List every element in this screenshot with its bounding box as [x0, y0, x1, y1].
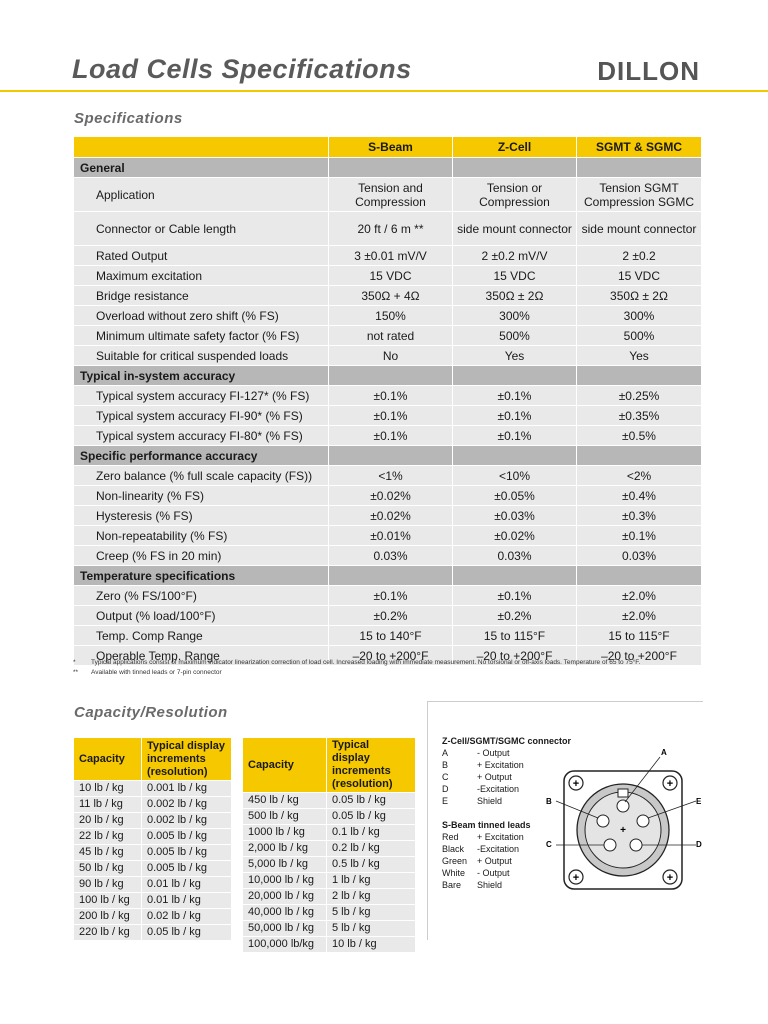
footnote-text: Available with tinned leads or 7-pin connector	[91, 669, 222, 676]
pin-entry-key: A	[442, 748, 449, 758]
lead-entry-key: Black	[442, 844, 465, 854]
capacity-value: 11 lb / kg	[74, 797, 142, 813]
spec-value: ±0.25%	[577, 386, 702, 406]
spec-value: Yes	[577, 346, 702, 366]
capacity-value: 5,000 lb / kg	[243, 857, 327, 873]
group-filler	[577, 446, 702, 466]
spec-value: 0.03%	[453, 546, 577, 566]
spec-row	[74, 586, 702, 606]
spec-label: Rated Output	[74, 246, 329, 266]
resolution-value: 0.05 lb / kg	[327, 793, 416, 809]
spec-value: 15 VDC	[577, 266, 702, 286]
spec-value: 15 VDC	[329, 266, 453, 286]
capacity-value: 500 lb / kg	[243, 809, 327, 825]
group-filler	[453, 158, 577, 178]
svg-text:+: +	[572, 872, 580, 884]
spec-value: No	[329, 346, 453, 366]
spec-row	[74, 526, 702, 546]
connector-key	[618, 789, 628, 797]
capacity-row	[243, 825, 416, 841]
capacity-header-row	[243, 738, 416, 793]
footnote	[73, 659, 640, 666]
spec-row	[74, 266, 702, 286]
group-label: Typical in-system accuracy	[74, 366, 329, 386]
svg-text:+: +	[572, 778, 580, 790]
spec-value: ±0.05%	[453, 486, 577, 506]
capacity-row	[243, 857, 416, 873]
capacity-value: 2,000 lb / kg	[243, 841, 327, 857]
spec-value: 3 ±0.01 mV/V	[329, 246, 453, 266]
spec-row	[74, 286, 702, 306]
spec-row	[74, 326, 702, 346]
resolution-value: 0.002 lb / kg	[142, 813, 232, 829]
spec-value: –20 to +200°F	[577, 646, 702, 666]
spec-value: side mount connector	[453, 212, 577, 246]
spec-value: 15 to 140°F	[329, 626, 453, 646]
specifications-heading: Specifications	[74, 110, 183, 127]
header-rule	[0, 90, 768, 92]
header-blank-cell	[74, 137, 329, 158]
capacity-value: 50 lb / kg	[74, 861, 142, 877]
spec-value: ±0.02%	[329, 486, 453, 506]
pin-entry-desc: + Output	[477, 772, 512, 782]
group-filler	[329, 566, 453, 586]
group-filler	[577, 366, 702, 386]
spec-value: ±2.0%	[577, 606, 702, 626]
leads-title: S-Beam tinned leads	[442, 820, 531, 830]
spec-value: Yes	[453, 346, 577, 366]
group-filler	[453, 566, 577, 586]
spec-value: <2%	[577, 466, 702, 486]
spec-value: 500%	[577, 326, 702, 346]
capacity-row	[243, 905, 416, 921]
group-filler	[329, 366, 453, 386]
spec-value: ±0.02%	[329, 506, 453, 526]
spec-label: Suitable for critical suspended loads	[74, 346, 329, 366]
capacity-value: 40,000 lb / kg	[243, 905, 327, 921]
capacity-value: 1000 lb / kg	[243, 825, 327, 841]
group-label: Specific performance accuracy	[74, 446, 329, 466]
resolution-value: 0.2 lb / kg	[327, 841, 416, 857]
spec-label: Connector or Cable length	[74, 212, 329, 246]
footnote	[73, 669, 222, 676]
lead-entry-desc: + Output	[477, 856, 512, 866]
spec-value: not rated	[329, 326, 453, 346]
spec-label: Overload without zero shift (% FS)	[74, 306, 329, 326]
resolution-value: 5 lb / kg	[327, 905, 416, 921]
capacity-row	[74, 909, 232, 925]
spec-value: ±2.0%	[577, 586, 702, 606]
capacity-row	[74, 925, 232, 941]
footnote-mark: *	[73, 659, 76, 666]
spec-label: Zero (% FS/100°F)	[74, 586, 329, 606]
capacity-row	[74, 845, 232, 861]
group-filler	[453, 446, 577, 466]
capacity-value: 20,000 lb / kg	[243, 889, 327, 905]
spec-header-row	[74, 137, 702, 158]
group-row	[74, 366, 702, 386]
spec-value: ±0.4%	[577, 486, 702, 506]
capacity-row	[74, 861, 232, 877]
capacity-value: 450 lb / kg	[243, 793, 327, 809]
spec-row	[74, 406, 702, 426]
spec-value: 0.03%	[329, 546, 453, 566]
resolution-value: 0.005 lb / kg	[142, 845, 232, 861]
footnote-mark: **	[73, 669, 79, 676]
pin-entry-desc: Shield	[477, 796, 503, 806]
group-filler	[577, 158, 702, 178]
spec-value: ±0.1%	[453, 386, 577, 406]
spec-value: ±0.1%	[329, 386, 453, 406]
spec-value: 350Ω ± 2Ω	[577, 286, 702, 306]
spec-row	[74, 386, 702, 406]
lead-entry-key: White	[442, 868, 466, 878]
spec-value: 300%	[453, 306, 577, 326]
resolution-value: 0.002 lb / kg	[142, 797, 232, 813]
spec-value: ±0.1%	[453, 406, 577, 426]
spec-value: –20 to +200°F	[329, 646, 453, 666]
group-row	[74, 446, 702, 466]
capacity-row	[74, 893, 232, 909]
resolution-header: Typical display increments (resolution)	[327, 738, 416, 793]
footnote-text: Typical applications consist of maximum indicator linearization correction of load cell. Increased loading with immediate measurement. No torsional or off-axis loads. Temperature of 65 to 75°F.	[91, 659, 641, 666]
capacity-row	[243, 889, 416, 905]
group-filler	[453, 366, 577, 386]
pin-label-a: A	[661, 748, 667, 757]
capacity-row	[74, 813, 232, 829]
capacity-row	[243, 793, 416, 809]
resolution-value: 5 lb / kg	[327, 921, 416, 937]
group-filler	[329, 158, 453, 178]
spec-row	[74, 546, 702, 566]
page-title: Load Cells Specifications	[72, 54, 412, 84]
capacity-value: 10,000 lb / kg	[243, 873, 327, 889]
capacity-header: Capacity	[243, 738, 327, 793]
spec-row	[74, 506, 702, 526]
spec-value: Tension or Compression	[453, 178, 577, 212]
spec-value: 2 ±0.2 mV/V	[453, 246, 577, 266]
pin-label-c: C	[546, 840, 552, 849]
lead-entry-key: Bare	[442, 880, 462, 890]
spec-value: 300%	[577, 306, 702, 326]
capacity-table-left	[73, 737, 232, 941]
spec-value: 350Ω ± 2Ω	[453, 286, 577, 306]
svg-text:+: +	[666, 872, 674, 884]
group-filler	[577, 566, 702, 586]
spec-label: Application	[74, 178, 329, 212]
spec-label: Non-repeatability (% FS)	[74, 526, 329, 546]
svg-text:+: +	[666, 778, 674, 790]
pin-entry-desc: -Excitation	[477, 784, 520, 794]
spec-value: 500%	[453, 326, 577, 346]
resolution-header: Typical display increments (resolution)	[142, 738, 232, 781]
lead-entry-key: Red	[442, 832, 459, 842]
spec-value: <10%	[453, 466, 577, 486]
spec-row	[74, 346, 702, 366]
capacity-value: 200 lb / kg	[74, 909, 142, 925]
capacity-value: 20 lb / kg	[74, 813, 142, 829]
svg-text:+: +	[620, 825, 626, 836]
resolution-value: 10 lb / kg	[327, 937, 416, 953]
spec-label: Hysteresis (% FS)	[74, 506, 329, 526]
spec-label: Typical system accuracy FI-90* (% FS)	[74, 406, 329, 426]
resolution-value: 0.01 lb / kg	[142, 893, 232, 909]
capacity-row	[243, 937, 416, 953]
capacity-header-row	[74, 738, 232, 781]
group-row	[74, 158, 702, 178]
capacity-value: 100 lb / kg	[74, 893, 142, 909]
column-header: S-Beam	[329, 137, 453, 158]
capacity-row	[243, 873, 416, 889]
brand-logo: DILLON	[597, 56, 700, 86]
lead-entry-desc: -Excitation	[477, 844, 520, 854]
spec-label: Creep (% FS in 20 min)	[74, 546, 329, 566]
spec-row	[74, 606, 702, 626]
spec-value: ±0.03%	[453, 506, 577, 526]
spec-label: Typical system accuracy FI-127* (% FS)	[74, 386, 329, 406]
resolution-value: 0.01 lb / kg	[142, 877, 232, 893]
spec-value: ±0.01%	[329, 526, 453, 546]
capacity-value: 22 lb / kg	[74, 829, 142, 845]
spec-value: ±0.02%	[453, 526, 577, 546]
spec-label: Maximum excitation	[74, 266, 329, 286]
spec-value: ±0.2%	[453, 606, 577, 626]
spec-value: ±0.1%	[453, 586, 577, 606]
spec-value: ±0.3%	[577, 506, 702, 526]
spec-label: Output (% load/100°F)	[74, 606, 329, 626]
pin-entry-key: B	[442, 760, 449, 770]
spec-value: ±0.1%	[329, 426, 453, 446]
spec-label: Temp. Comp Range	[74, 626, 329, 646]
spec-row	[74, 306, 702, 326]
spec-row	[74, 178, 702, 212]
spec-value: ±0.1%	[453, 426, 577, 446]
lead-entry-key: Green	[442, 856, 468, 866]
spec-value: 15 to 115°F	[577, 626, 702, 646]
spec-value: ±0.1%	[329, 586, 453, 606]
resolution-value: 0.05 lb / kg	[327, 809, 416, 825]
pin-entry-desc: + Excitation	[477, 760, 524, 770]
pin-entry-key: E	[442, 796, 449, 806]
resolution-value: 0.02 lb / kg	[142, 909, 232, 925]
spec-label: Typical system accuracy FI-80* (% FS)	[74, 426, 329, 446]
capacity-value: 100,000 lb/kg	[243, 937, 327, 953]
spec-value: ±0.1%	[577, 526, 702, 546]
resolution-value: 0.005 lb / kg	[142, 861, 232, 877]
spec-row	[74, 426, 702, 446]
lead-entry-desc: + Excitation	[477, 832, 524, 842]
spec-value: side mount connector	[577, 212, 702, 246]
lead-entry-desc: - Output	[477, 868, 510, 878]
spec-value: 150%	[329, 306, 453, 326]
spec-label: Non-linearity (% FS)	[74, 486, 329, 506]
spec-value: 350Ω + 4Ω	[329, 286, 453, 306]
spec-value: 0.03%	[577, 546, 702, 566]
connector-diagram	[428, 702, 703, 940]
spec-value: 15 to 115°F	[453, 626, 577, 646]
spec-label: Operable Temp. Range	[74, 646, 329, 666]
group-label: Temperature specifications	[74, 566, 329, 586]
spec-row	[74, 626, 702, 646]
spec-label: Zero balance (% full scale capacity (FS))	[74, 466, 329, 486]
capacity-value: 50,000 lb / kg	[243, 921, 327, 937]
spec-label: Bridge resistance	[74, 286, 329, 306]
connector-panel	[427, 701, 703, 940]
capacity-value: 45 lb / kg	[74, 845, 142, 861]
spec-value: ±0.5%	[577, 426, 702, 446]
capacity-value: 10 lb / kg	[74, 781, 142, 797]
spec-value: <1%	[329, 466, 453, 486]
spec-value: ±0.2%	[329, 606, 453, 626]
spec-row	[74, 212, 702, 246]
pin-entry-key: D	[442, 784, 449, 794]
spec-row	[74, 486, 702, 506]
capacity-row	[243, 921, 416, 937]
specifications-table	[73, 136, 702, 666]
resolution-value: 1 lb / kg	[327, 873, 416, 889]
resolution-value: 0.05 lb / kg	[142, 925, 232, 941]
capacity-value: 220 lb / kg	[74, 925, 142, 941]
spec-value: –20 to +200°F	[453, 646, 577, 666]
spec-row	[74, 246, 702, 266]
spec-value: 20 ft / 6 m **	[329, 212, 453, 246]
capacity-table-right	[242, 737, 416, 953]
pin-label-e: E	[696, 797, 702, 806]
column-header: Z-Cell	[453, 137, 577, 158]
capacity-row	[243, 841, 416, 857]
group-filler	[329, 446, 453, 466]
spec-value: ±0.35%	[577, 406, 702, 426]
pin-entry-desc: - Output	[477, 748, 510, 758]
spec-value: 15 VDC	[453, 266, 577, 286]
connector-title: Z-Cell/SGMT/SGMC connector	[442, 736, 572, 746]
capacity-row	[74, 877, 232, 893]
resolution-value: 0.1 lb / kg	[327, 825, 416, 841]
capacity-heading: Capacity/Resolution	[74, 704, 228, 721]
capacity-row	[74, 781, 232, 797]
capacity-row	[243, 809, 416, 825]
resolution-value: 2 lb / kg	[327, 889, 416, 905]
capacity-row	[74, 797, 232, 813]
spec-value: 2 ±0.2	[577, 246, 702, 266]
spec-row	[74, 466, 702, 486]
group-row	[74, 566, 702, 586]
capacity-header: Capacity	[74, 738, 142, 781]
pin-label-b: B	[546, 797, 552, 806]
capacity-value: 90 lb / kg	[74, 877, 142, 893]
resolution-value: 0.005 lb / kg	[142, 829, 232, 845]
pin-entry-key: C	[442, 772, 449, 782]
resolution-value: 0.001 lb / kg	[142, 781, 232, 797]
lead-entry-desc: Shield	[477, 880, 503, 890]
spec-label: Minimum ultimate safety factor (% FS)	[74, 326, 329, 346]
resolution-value: 0.5 lb / kg	[327, 857, 416, 873]
spec-value: Tension and Compression	[329, 178, 453, 212]
spec-value: Tension SGMT Compression SGMC	[577, 178, 702, 212]
capacity-row	[74, 829, 232, 845]
spec-value: ±0.1%	[329, 406, 453, 426]
group-label: General	[74, 158, 329, 178]
column-header: SGMT & SGMC	[577, 137, 702, 158]
pin-label-d: D	[696, 840, 702, 849]
